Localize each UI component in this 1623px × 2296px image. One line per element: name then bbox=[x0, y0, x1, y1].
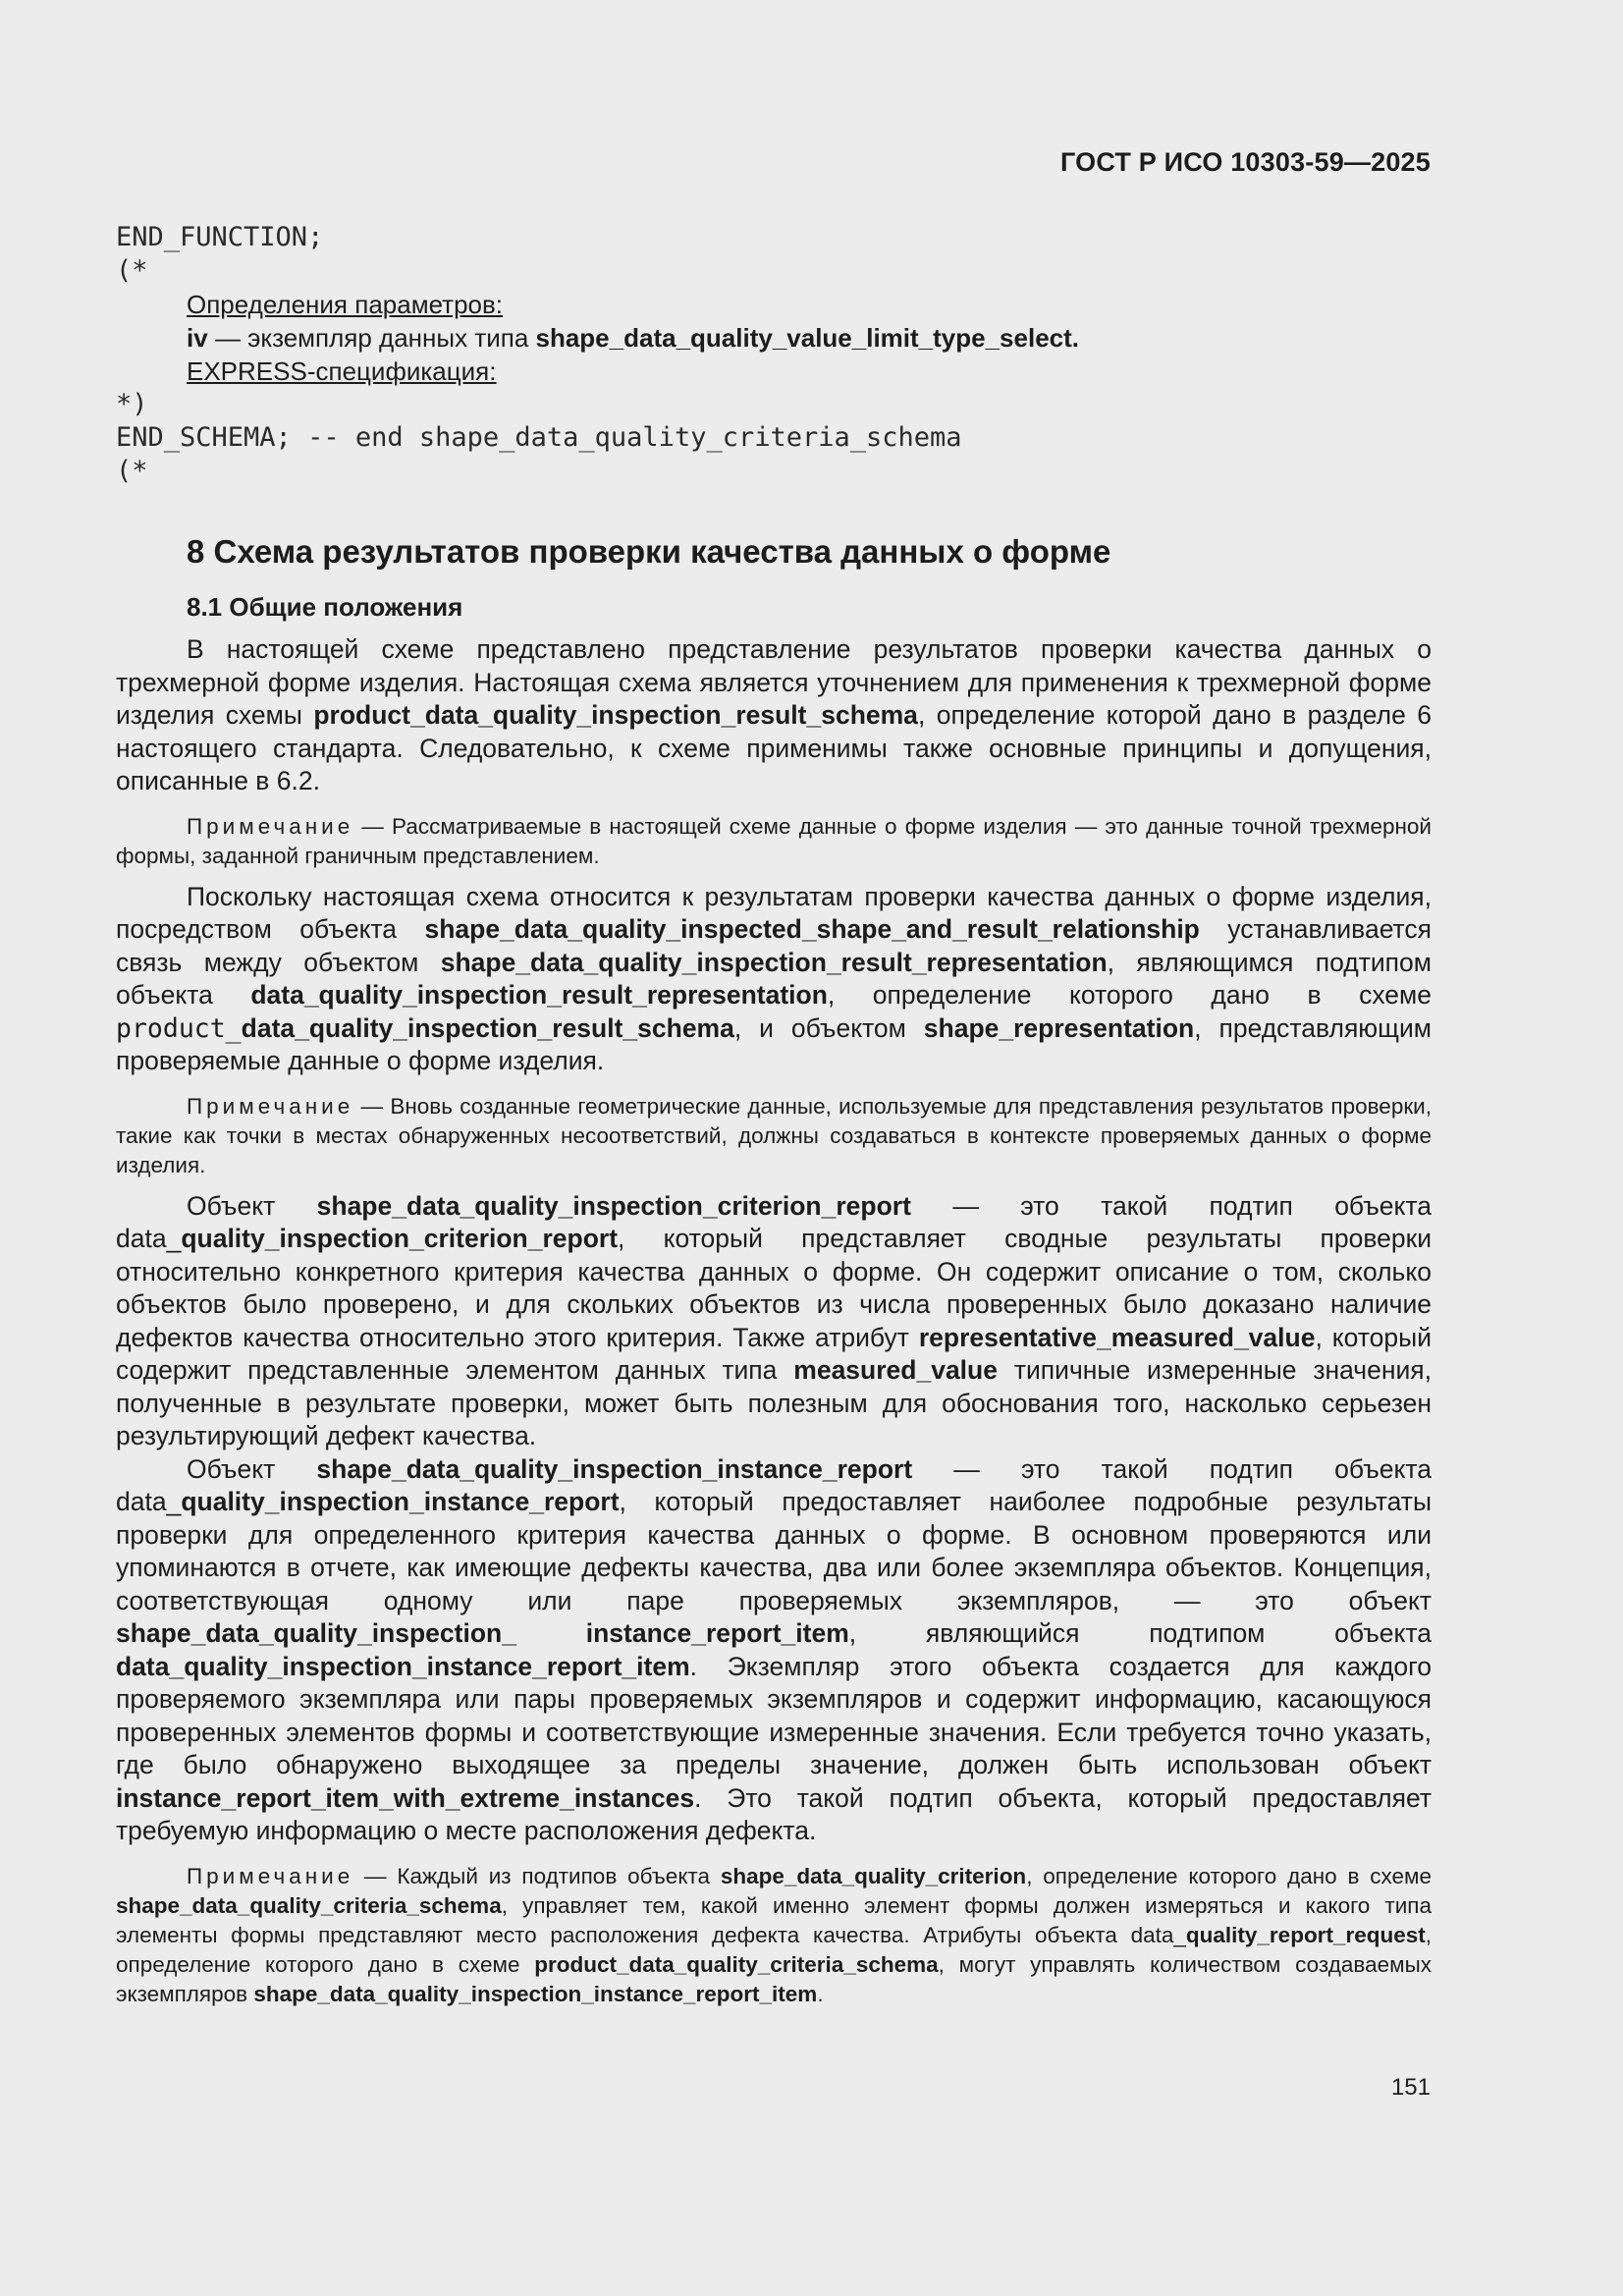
document-header: ГОСТ Р ИСО 10303-59—2025 bbox=[1060, 147, 1431, 177]
text-run: . Экземпляр этого объекта создается для каждого проверяемого экземпляра или пары проверяемых экземпляров и содержит информацию, касающуюся проверенных элементов формы и соответствующие измеренные значения. Если требуется точно указать, где было обнаружено выходящее за пределы значение, должен быть использован объект bbox=[116, 1651, 1432, 1779]
subsection-title: 8.1 Общие положения bbox=[187, 592, 463, 622]
text-run: , и объектом bbox=[733, 1012, 924, 1043]
text-run: . bbox=[817, 1981, 824, 2006]
entity-name: shape_data_quality_inspection_result_representation bbox=[440, 947, 1108, 977]
text-run: , являющийся подтипом объекта bbox=[848, 1618, 1432, 1648]
section-title: 8 Схема результатов проверки качества данных о форме bbox=[187, 533, 1111, 570]
text-run: — Каждый из подтипов объекта bbox=[353, 1863, 721, 1888]
note-text: — Вновь созданные геометрические данные, используемые для представления результатов проверки, такие как точки в местах обнаруженных несоответствий, должны создаваться в контексте проверяемых данных о форме изделия. bbox=[116, 1093, 1432, 1177]
entity-name: data_quality_inspection_result_representation bbox=[250, 980, 828, 1010]
page-number: 151 bbox=[1390, 2074, 1431, 2101]
param-defs-title: Определения параметров: bbox=[187, 290, 504, 319]
text-run: , управляет тем, какой именно элемент формы должен измеряться и какого типа элементы формы представляют место расположения дефекта качества. Атрибуты объекта data_ bbox=[116, 1892, 1432, 1947]
param-iv-line bbox=[187, 321, 1432, 355]
paragraph-4 bbox=[116, 1453, 1432, 1848]
entity-name: measured_value bbox=[793, 1355, 998, 1385]
text-run: В настоящей схеме представлено представление результатов проверки качества данных о трехмерной форме изделия. Настоящая схема является уточнением для применения к трехмерной форме изделия схемы bbox=[116, 634, 1432, 730]
note-label: Примечание bbox=[187, 1863, 354, 1888]
entity-name: quality_report_request bbox=[1185, 1922, 1426, 1947]
param-iv-desc: — экземпляр данных типа bbox=[207, 323, 536, 353]
entity-name: shape_data_quality_criteria_schema bbox=[116, 1892, 502, 1918]
text-run: , определение которого дано в схеме bbox=[116, 1922, 1432, 1977]
entity-name: data_quality_inspection_instance_report_item bbox=[116, 1651, 690, 1681]
note-3 bbox=[116, 1862, 1432, 2009]
text-run: — это такой подтип объекта bbox=[910, 1190, 1432, 1221]
code-end-schema: END_SCHEMA; -- end shape_data_quality_criteria_schema bbox=[116, 422, 962, 453]
entity-name: shape_data_quality_inspection_instance_report_item bbox=[253, 1981, 818, 2006]
code-comment-open: (* bbox=[116, 255, 148, 286]
entity-name: shape_data_quality_inspected_shape_and_result_relationship bbox=[424, 914, 1200, 944]
express-spec-title: EXPRESS-спецификация: bbox=[187, 356, 497, 386]
entity-name: shape_representation bbox=[923, 1012, 1195, 1043]
code-end-function: END_FUNCTION; bbox=[116, 222, 324, 252]
note-text: — Рассматриваемые в настоящей схеме данные о форме изделия — это данные точной трехмерной формы, заданной граничным представлением. bbox=[116, 813, 1432, 868]
note-1 bbox=[116, 812, 1432, 871]
text-run: , определение которого дано в схеме bbox=[1026, 1863, 1432, 1888]
schema-prefix: product_ bbox=[116, 1012, 242, 1044]
param-iv-type: shape_data_quality_value_limit_type_select. bbox=[535, 323, 1079, 353]
text-run: Объект bbox=[187, 1190, 317, 1221]
text-run: . Это такой подтип объекта, который предоставляет требуемую информацию о месте расположения дефекта. bbox=[116, 1782, 1432, 1845]
entity-name: product_data_quality_inspection_result_schema bbox=[313, 700, 918, 730]
note-label: Примечание bbox=[187, 813, 354, 839]
note-2 bbox=[116, 1092, 1432, 1180]
schema-prefix: data_ bbox=[116, 1224, 182, 1253]
page-content bbox=[116, 221, 1432, 2009]
text-run: Объект bbox=[187, 1453, 317, 1484]
entity-name: shape_data_quality_inspection_instance_report bbox=[316, 1453, 913, 1484]
param-iv-name: iv bbox=[187, 323, 208, 353]
entity-name: shape_data_quality_criterion bbox=[720, 1863, 1027, 1888]
entity-name: instance_report_item_with_extreme_instances bbox=[116, 1782, 695, 1813]
entity-name: product_data_quality_criteria_schema bbox=[534, 1951, 939, 1977]
param-definitions bbox=[116, 288, 1432, 388]
text-run: — это такой подтип объекта bbox=[912, 1453, 1432, 1484]
text-run: , определение которого дано в схеме bbox=[827, 980, 1433, 1010]
paragraph-3 bbox=[116, 1190, 1432, 1453]
text-run: типичные измеренные значения, полученные в результате проверки, может быть полезным для обоснования того, насколько серьезен результирующий дефект качества. bbox=[116, 1355, 1432, 1450]
paragraph-1 bbox=[116, 633, 1432, 798]
entity-name: representative_measured_value bbox=[918, 1322, 1316, 1352]
text-run: , который предоставляет наиболее подробные результаты проверки для определенного критерия качества данных о форме. В основном проверяются или упоминаются в отчете, как имеющие дефекты качества, два или более экземпляра объектов. Концепция, соответствующая одному или паре проверяемых экземпляров, — это объект bbox=[116, 1487, 1432, 1615]
text-run: устанавливается связь между объектом bbox=[116, 914, 1432, 977]
text-run: , определение которой дано в разделе 6 настоящего стандарта. Следовательно, к схеме применимы также основные принципы и допущения, описанные в 6.2. bbox=[116, 700, 1432, 795]
entity-name: quality_inspection_instance_report bbox=[181, 1487, 620, 1516]
paragraph-2 bbox=[116, 881, 1432, 1078]
text-run: , могут управлять количеством создаваемых экземпляров bbox=[116, 1951, 1432, 2006]
code-comment-close: *) bbox=[116, 389, 148, 419]
entity-name: shape_data_quality_inspection_criterion_report bbox=[316, 1190, 911, 1221]
text-run: Поскольку настоящая схема относится к результатам проверки качества данных о форме изделия, посредством объекта bbox=[116, 881, 1432, 944]
entity-name: quality_inspection_criterion_report bbox=[181, 1224, 619, 1253]
text-run: , который представляет сводные результаты проверки относительно конкретного критерия качества данных о форме. Он содержит описание о том, сколько объектов было проверено, и для скольких объектов из числа проверенных было доказано наличие дефектов качества относительно этого критерия. Также атрибут bbox=[116, 1224, 1432, 1352]
schema-prefix: data_ bbox=[116, 1487, 182, 1516]
text-run: , являющимся подтипом объекта bbox=[116, 947, 1432, 1010]
text-run: , который содержит представленные элементом данных типа bbox=[116, 1322, 1432, 1385]
note-label: Примечание bbox=[187, 1093, 354, 1119]
entity-name: data_quality_inspection_result_schema bbox=[241, 1012, 734, 1043]
entity-name: shape_data_quality_inspection_ instance_report_item bbox=[116, 1618, 849, 1648]
code-comment-open-2: (* bbox=[116, 456, 148, 486]
text-run: , представляющим проверяемые данные о форме изделия. bbox=[116, 1012, 1432, 1075]
